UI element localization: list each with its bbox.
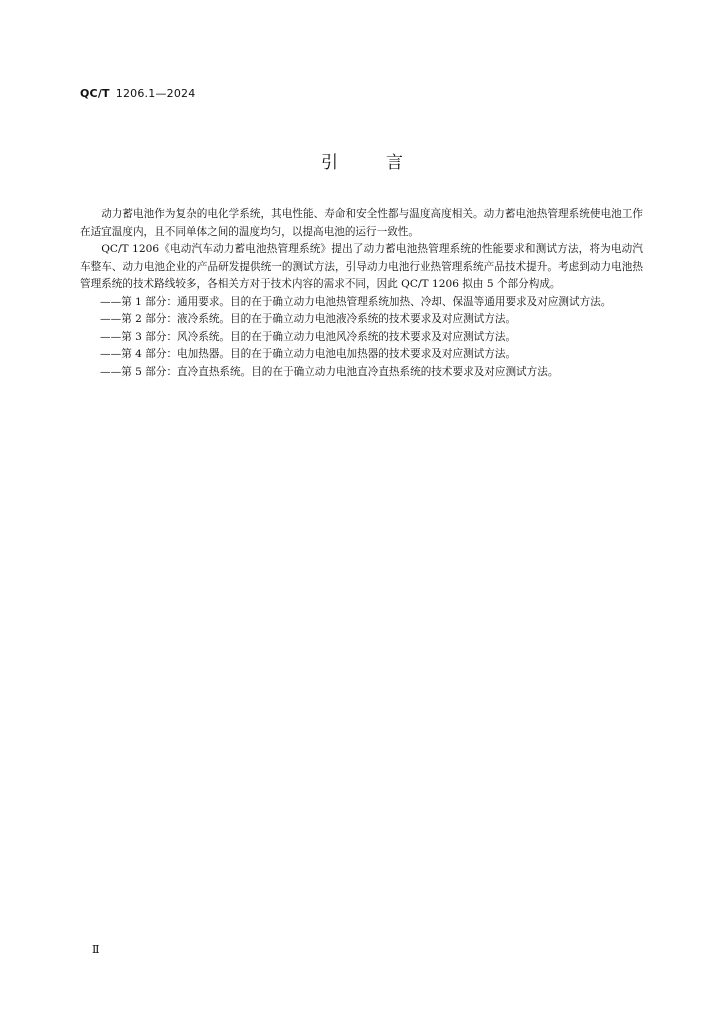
standard-code: QC/T: [80, 87, 110, 100]
standard-number: 1206.1—2024: [115, 87, 196, 100]
document-header: [80, 87, 195, 100]
page-title: [0, 148, 724, 173]
paragraph-2: QC/T 1206《电动汽车动力蓄电池热管理系统》提出了动力蓄电池热管理系统的性能要求和测试方法，将为电动汽车整车、动力电池企业的产品研发提供统一的测试方法，引导动力电池行业热管理系统产品技术提升。考虑到动力电池热管理系统的技术路线较多，各相关方对于技术内容的需求不同，因此 QC/T 1206 拟由 5 个部分构成。: [80, 243, 643, 290]
list-item-part-3: ——第 3 部分：风冷系统。目的在于确立动力电池风冷系统的技术要求及对应测试方法。: [100, 330, 517, 343]
page-number: Ⅱ: [92, 943, 100, 956]
paragraph-1: 动力蓄电池作为复杂的电化学系统，其电性能、寿命和安全性都与温度高度相关。动力蓄电池热管理系统使电池工作在适宜温度内，且不同单体之间的温度均匀，以提高电池的运行一致性。: [80, 208, 643, 238]
title-char-1: 引: [321, 153, 338, 173]
list-item-part-5: ——第 5 部分：直冷直热系统。目的在于确立动力电池直冷直热系统的技术要求及对应测试方法。: [100, 365, 559, 378]
list-item-part-2: ——第 2 部分：液冷系统。目的在于确立动力电池液冷系统的技术要求及对应测试方法。: [100, 313, 517, 325]
list-item-part-1: ——第 1 部分：通用要求。目的在于确立动力电池热管理系统加热、冷却、保温等通用要求及对应测试方法。: [100, 295, 612, 308]
document-body: [80, 206, 643, 381]
title-char-2: 言: [386, 153, 403, 173]
list-item-part-4: ——第 4 部分：电加热器。目的在于确立动力电池电加热器的技术要求及对应测试方法。: [100, 348, 517, 360]
